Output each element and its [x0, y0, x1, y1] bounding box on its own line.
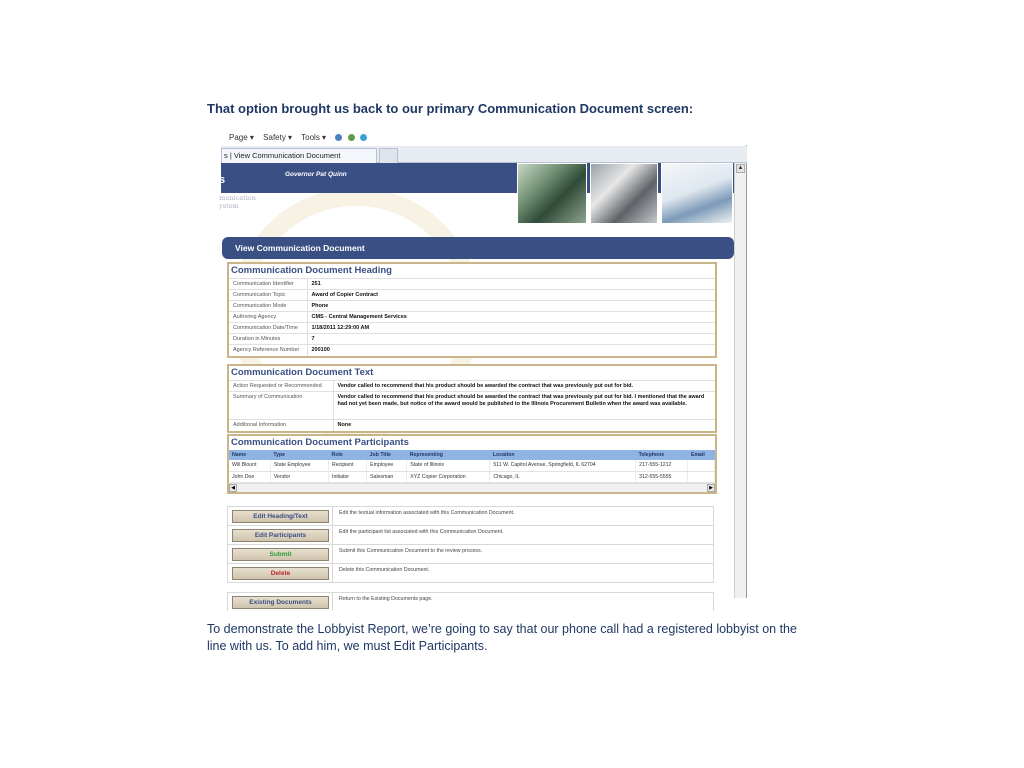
money-photo — [517, 163, 587, 224]
text-table — [229, 380, 715, 431]
action-panel — [227, 506, 714, 611]
row-key: Communication Topic — [229, 290, 307, 301]
governor-name: Governor Pat Quinn — [285, 171, 347, 178]
table-row — [229, 301, 715, 312]
table-row — [229, 279, 715, 290]
table-cell — [688, 460, 715, 471]
table-row — [229, 471, 715, 482]
action-description: Return to the Existing Documents page. — [339, 596, 433, 602]
action-row — [227, 506, 714, 525]
outro-text: To demonstrate the Lobbyist Report, we’re going to say that our phone call had a registered lobbyist on the line with us. To add him, we must Edit Participants. — [207, 622, 797, 653]
action-description: Edit the participant list associated with this Communication Document. — [339, 529, 504, 535]
table-row — [229, 334, 715, 345]
table-cell: Will Blount — [229, 460, 270, 471]
delete-button[interactable]: Delete — [232, 567, 329, 580]
table-cell: Vendor — [270, 471, 328, 482]
table-cell: 217-555-1212 — [636, 460, 688, 471]
action-row — [227, 592, 714, 611]
table-cell: Salesman — [367, 471, 407, 482]
table-row — [229, 392, 715, 420]
table-row — [229, 323, 715, 334]
vertical-scrollbar[interactable] — [734, 163, 746, 598]
column-header: Location — [490, 450, 636, 460]
phone-photo — [590, 163, 658, 224]
heading-section — [227, 262, 717, 358]
page-title: View Communication Document — [222, 237, 734, 259]
row-key: Communication Date/Time — [229, 323, 307, 334]
column-header: Name — [229, 450, 270, 460]
column-header: Email — [688, 450, 715, 460]
table-cell: Employee — [367, 460, 407, 471]
text-section-title: Communication Document Text — [231, 367, 374, 378]
header-banner: s Governor Pat Quinn — [221, 163, 735, 193]
row-value: Vendor called to recommend that his product should be awarded the contract that was previously put out for bid. I mentioned that the award had not yet been made, but notice of the award would be published to the Illinois Procurement Bulletin when the award was available. — [333, 392, 715, 420]
table-cell: Chicago, IL — [490, 471, 636, 482]
scroll-left-icon[interactable]: ◀ — [229, 484, 237, 492]
table-cell: State Employee — [270, 460, 328, 471]
documents-photo — [661, 163, 733, 224]
scroll-up-icon[interactable]: ▲ — [737, 165, 744, 171]
tools-menu[interactable]: Tools ▾ — [301, 133, 327, 142]
row-key: Agency Reference Number — [229, 345, 307, 356]
action-description: Submit this Communication Document to the review process. — [339, 548, 483, 554]
table-cell: XYZ Copier Corporation — [407, 471, 490, 482]
table-cell: 511 W. Capitol Avenue, Springfield, IL 62704 — [490, 460, 636, 471]
table-row — [229, 420, 715, 431]
browser-screenshot — [219, 132, 747, 606]
table-cell: 312-555-5555 — [636, 471, 688, 482]
heading-table — [229, 278, 715, 356]
table-row — [229, 290, 715, 301]
new-tab-button[interactable] — [379, 148, 398, 163]
row-key: Action Requested or Recommended — [229, 381, 333, 392]
site-subtitle: munication ystem — [219, 194, 256, 210]
table-cell: John Doe — [229, 471, 270, 482]
row-value: 1/18/2011 12:29:00 AM — [307, 323, 715, 334]
action-row — [227, 544, 714, 563]
horizontal-scrollbar[interactable] — [229, 483, 715, 492]
heading-section-title: Communication Document Heading — [231, 265, 392, 276]
messenger-icon[interactable] — [360, 134, 367, 141]
submit-button[interactable]: Submit — [232, 548, 329, 561]
intro-text: That option brought us back to our primary Communication Document screen: — [207, 101, 694, 116]
row-value: 7 — [307, 334, 715, 345]
header-photos — [517, 163, 735, 225]
research-icon[interactable] — [348, 134, 355, 141]
table-row — [229, 381, 715, 392]
column-header: Telephone — [636, 450, 688, 460]
row-value: Vendor called to recommend that his product should be awarded the contract that was previously put out for bid. — [333, 381, 715, 392]
scroll-right-icon[interactable]: ▶ — [707, 484, 715, 492]
ie-command-bar — [221, 132, 747, 145]
table-cell — [688, 471, 715, 482]
table-row — [229, 345, 715, 356]
row-key: Summary of Communication — [229, 392, 333, 420]
action-row — [227, 563, 714, 582]
tab-view-communication-document[interactable]: s | View Communication Document — [221, 148, 377, 163]
row-value: Phone — [307, 301, 715, 312]
table-row — [229, 312, 715, 323]
existing-documents-button[interactable]: Existing Documents — [232, 596, 329, 609]
participants-section — [227, 434, 717, 494]
table-cell: State of Illinois — [407, 460, 490, 471]
row-value: Award of Copier Contract — [307, 290, 715, 301]
column-header: Job Title — [367, 450, 407, 460]
table-row — [229, 460, 715, 471]
row-value: 251 — [307, 279, 715, 290]
row-value: 200100 — [307, 345, 715, 356]
text-section — [227, 364, 717, 433]
edit-heading-text-button[interactable]: Edit Heading/Text — [232, 510, 329, 523]
column-header: Representing — [407, 450, 490, 460]
row-value: None — [333, 420, 715, 431]
row-key: Authoring Agency — [229, 312, 307, 323]
safety-menu[interactable]: Safety ▾ — [263, 133, 293, 142]
help-icon[interactable] — [335, 134, 342, 141]
participants-section-title: Communication Document Participants — [231, 437, 409, 448]
row-key: Duration in Minutes — [229, 334, 307, 345]
page-menu[interactable]: Page ▾ — [229, 133, 254, 142]
tab-bar — [221, 146, 747, 163]
participants-table — [229, 450, 715, 483]
row-key: Communication Identifier — [229, 279, 307, 290]
column-header: Type — [270, 450, 328, 460]
action-description: Edit the textual information associated with this Communication Document. — [339, 510, 515, 516]
row-value: CMS - Central Management Services — [307, 312, 715, 323]
action-description: Delete this Communication Document. — [339, 567, 430, 573]
action-row — [227, 525, 714, 544]
table-cell: Initiator — [329, 471, 367, 482]
column-header: Role — [329, 450, 367, 460]
row-key: Communication Mode — [229, 301, 307, 312]
edit-participants-button[interactable]: Edit Participants — [232, 529, 329, 542]
row-key: Additional Information — [229, 420, 333, 431]
table-cell: Recipient — [329, 460, 367, 471]
